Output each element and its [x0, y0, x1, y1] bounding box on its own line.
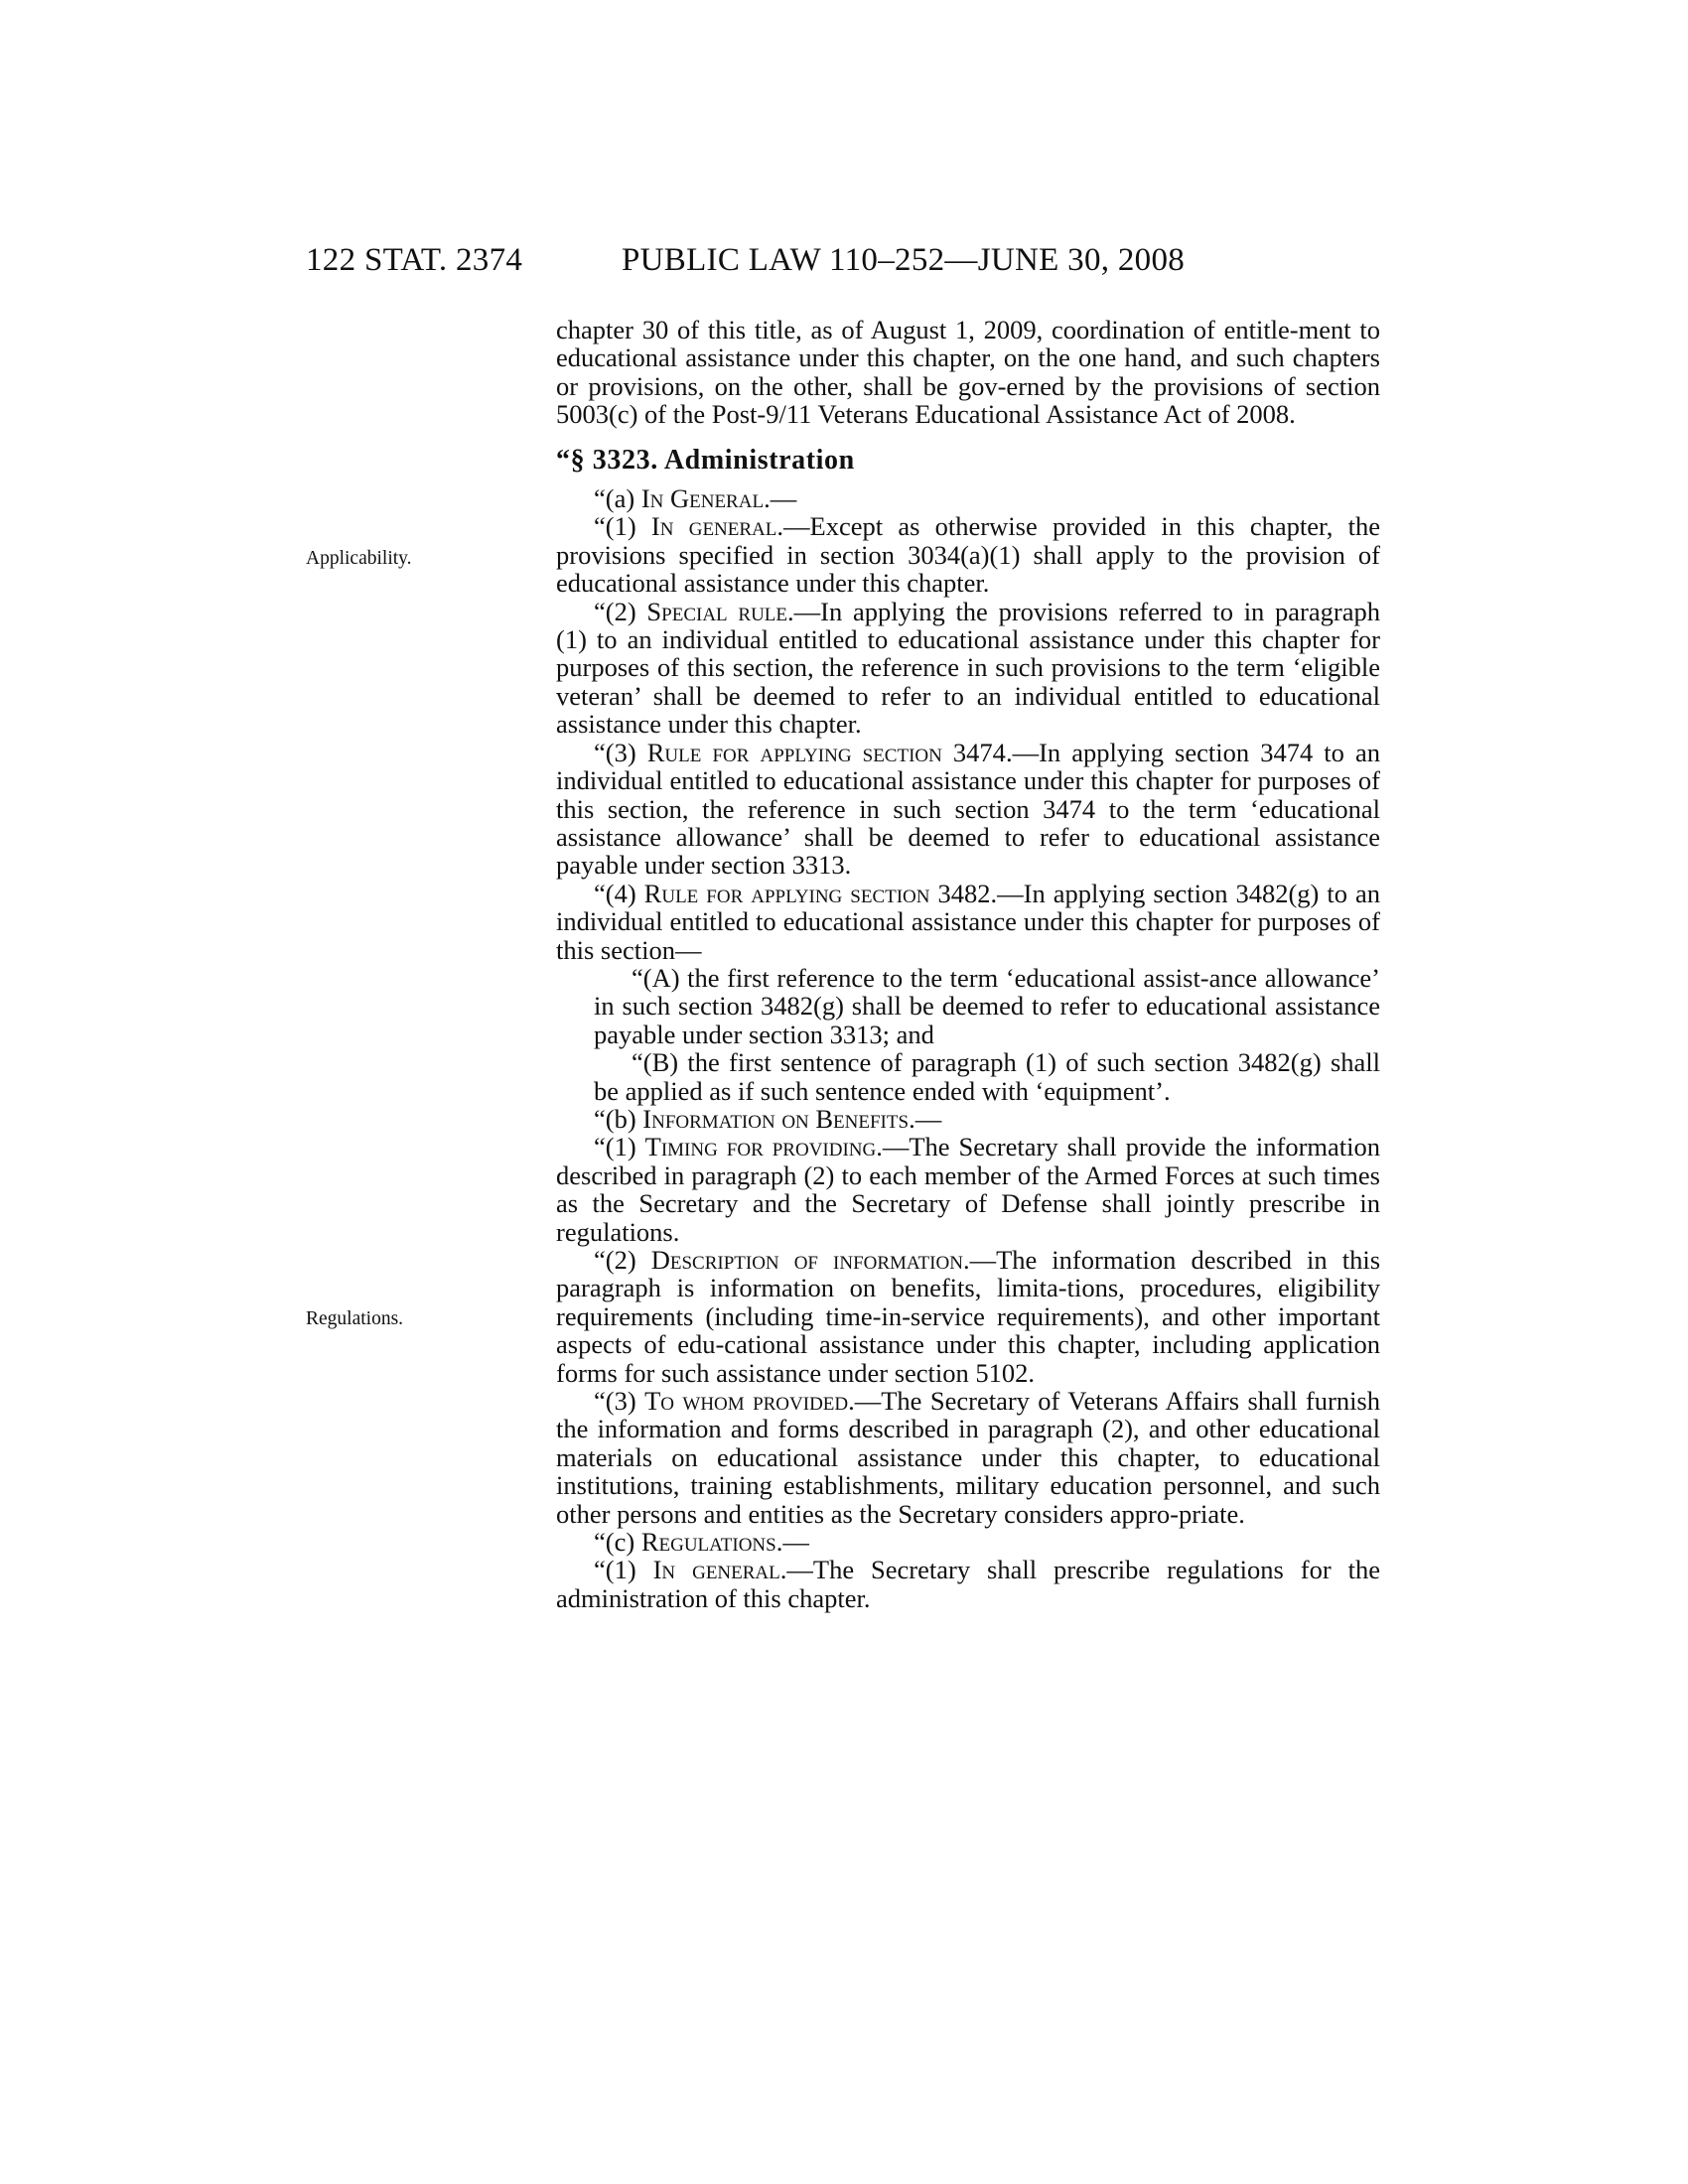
section-heading: “§ 3323. Administration: [556, 444, 855, 476]
paragraph-a2: “(2) Special rule.—In applying the provisions referred to in paragraph (1) to an individual entitled to educational assistance under this chapter for purposes of this section, the reference in such provisions to the term ‘eligible veteran’ shall be deemed to refer to an individual entitled to educational assistance under this chapter.: [556, 596, 1380, 740]
running-title: PUBLIC LAW 110–252—JUNE 30, 2008: [622, 242, 1186, 278]
subparagraph-a4B: “(B) the first sentence of paragraph (1) of such section 3482(g) shall be applied as if such sentence ended with ‘equipment’.: [594, 1047, 1380, 1106]
document-body: [556, 316, 1380, 1612]
margin-note-regulations: Regulations.: [306, 1308, 404, 1329]
paragraph-b3: “(3) To whom provided.—The Secretary of Veterans Affairs shall furnish the information and forms described in paragraph (2), and other educational materials on educational assistance under this chapter, to educational institutions, training establishments, military education personnel, and such other persons and entities as the Secretary considers appro-priate.: [556, 1386, 1380, 1529]
paragraph-a4: “(4) Rule for applying section 3482.—In applying section 3482(g) to an individual entitled to educational assistance under this chapter for purposes of this section—: [556, 878, 1380, 965]
intro-paragraph: chapter 30 of this title, as of August 1, 2009, coordination of entitle-ment to educational assistance under this chapter, on the one hand, and such chapters or provisions, on the other, shall be gov-erned by the provisions of section 5003(c) of the Post-9/11 Veterans Educational Assistance Act of 2008.: [556, 315, 1380, 430]
page-number: 122 STAT. 2374: [306, 242, 523, 278]
paragraph-c1: “(1) In general.—The Secretary shall prescribe regulations for the administration of this chapter.: [556, 1555, 1380, 1613]
subsection-c-heading: “(c) Regulations.—: [594, 1527, 809, 1558]
paragraph-a3: “(3) Rule for applying section 3474.—In applying section 3474 to an individual entitled to educational assistance under this chapter for purposes of this section, the reference in such section 3474 to the term ‘educational assistance allowance’ shall be deemed to refer to educational assistance payable under section 3313.: [556, 737, 1380, 881]
subparagraph-a4A: “(A) the first reference to the term ‘educational assist-ance allowance’ in such section 3482(g) shall be deemed to refer to educational assistance payable under section 3313; and: [594, 962, 1380, 1049]
paragraph-b1: “(1) Timing for providing.—The Secretary shall provide the information described in paragraph (2) to each member of the Armed Forces at such times as the Secretary and the Secretary of Defense shall jointly prescribe in regulations.: [556, 1132, 1380, 1247]
paragraph-b2: “(2) Description of information.—The information described in this paragraph is information on benefits, limita-tions, procedures, eligibility requirements (including time-in-service requirements), and other important aspects of edu-cational assistance under this chapter, including application forms for such assistance under section 5102.: [556, 1245, 1381, 1388]
margin-note-applicability: Applicability.: [306, 548, 412, 569]
subsection-b-heading: “(b) Information on Benefits.—: [594, 1103, 942, 1134]
subsection-a-heading: “(a) In General.—: [594, 483, 797, 514]
paragraph-a1: “(1) In general.—Except as otherwise provided in this chapter, the provisions specified in section 3034(a)(1) shall apply to the provision of educational assistance under this chapter.: [556, 511, 1380, 599]
page-header: [306, 242, 1229, 282]
